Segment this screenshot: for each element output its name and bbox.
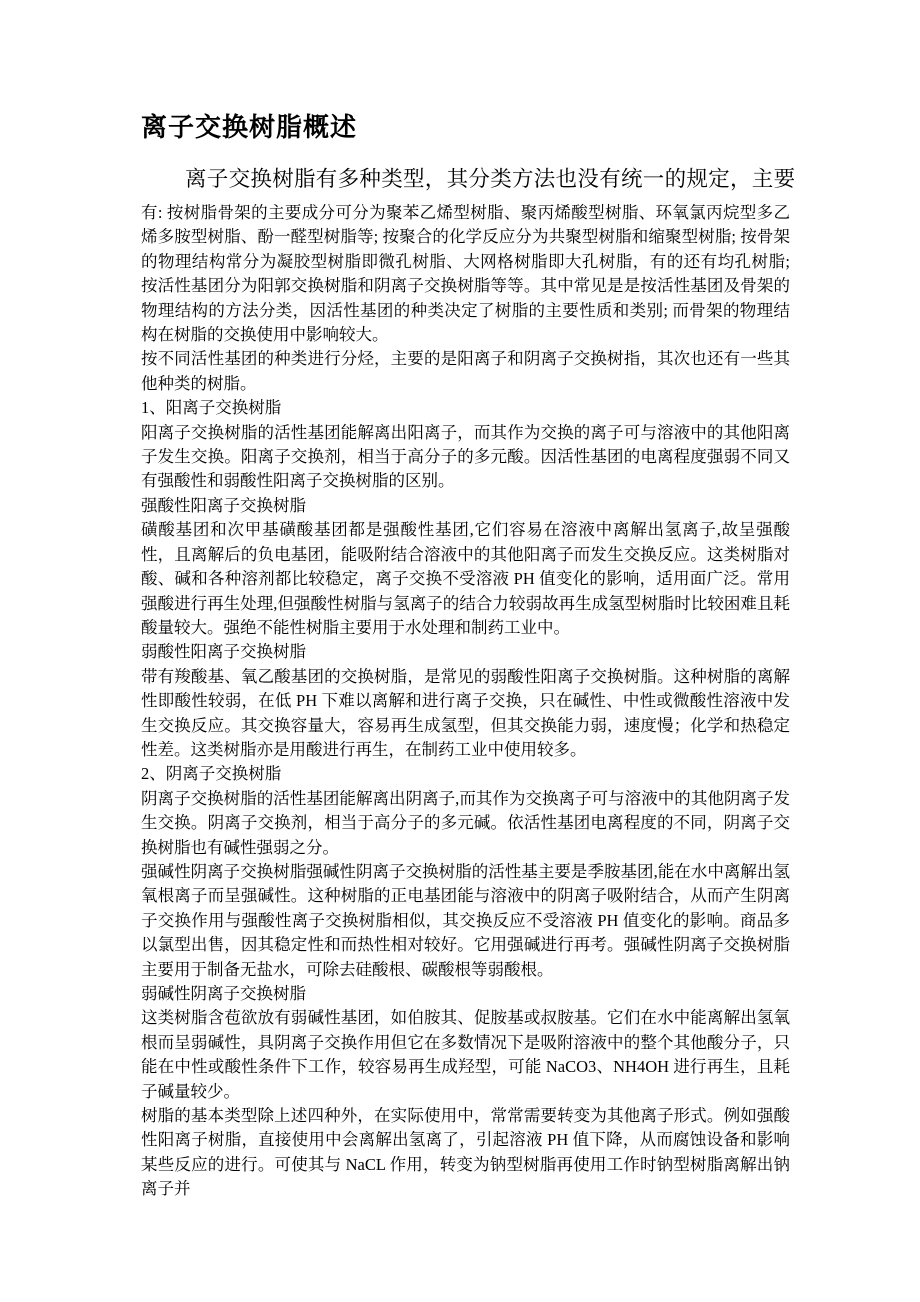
paragraph-anion-resin: 阴离子交换树脂的活性基团能解离出阴离子,而其作为交换离子可与溶液中的其他阴离子发生交换。阴离子交换剂，相当于高分子的多元碱。依活性基团电离程度的不同，阴离子交换树脂也有碱性强弱之分。 (141, 788, 790, 857)
paragraph-grouping: 按不同活性基团的种类进行分烃，主要的是阳离子和阴离子交换树指，其次也还有一些其他种类的树脂。 (141, 349, 790, 393)
paragraph-strong-base-resin: 强碱性阴离子交换树脂强碱性阴离子交换树脂的活性基主要是季胺基团,能在水中离解出氢氧根离子而呈强碱性。这种树脂的正电基团能与溶液中的阴离子吸附结合，从而产生阴离子交换作用与强酸性离子交换树脂相似，其交换反应不受溶液 PH 值变化的影响。商品多以氯型出售，因其稳定性和而热性相对较好。它用强碱进行再考。强碱性阴离子交换树脂主要用于制备无盐水，可除去硅酸根、碳酸根等弱酸根。 (141, 861, 790, 979)
paragraph-cation-resin: 阳离子交换树脂的活性基团能解离出阳离子，而其作为交换的离子可与溶液中的其他阳离子发生交换。阳离子交换剂，相当于高分子的多元酸。因活性基团的电离程度强弱不同又有强酸性和弱酸性阳离子交换树脂的区别。 (141, 422, 790, 491)
paragraph-classification: 有: 按树脂骨架的主要成分可分为聚苯乙烯型树脂、聚丙烯酸型树脂、环氧氯丙烷型多乙烯多胺型树脂、酚一醛型树脂等; 按聚合的化学反应分为共聚型树脂和缩聚型树脂; 按骨架的物理结构常分为凝胶型树脂即微孔树脂、大网格树脂即大孔树脂，有的还有均孔树脂; 按活性基团分为阳郭交换树脂和阴离子交换树脂等等。其中常见是是按活性基团及骨架的物理结构的方法分类，因活性基团的种类决定了树脂的主要性质和类别; 而骨架的物理结构在树脂的交换使用中影响较大。 (141, 203, 790, 345)
document-title: 离子交换树脂概述 (141, 113, 358, 142)
heading-weak-acid-resin: 弱酸性阳离子交换树脂 (141, 642, 306, 662)
heading-anion-resin: 2、阴离子交换树脂 (141, 764, 282, 784)
heading-cation-resin: 1、阳离子交换树脂 (141, 398, 282, 418)
lead-paragraph: 离子交换树脂有多种类型，其分类方法也没有统一的规定，主要 (185, 167, 796, 191)
paragraph-strong-acid-resin: 磺酸基团和次甲基磺酸基团都是强酸性基团,它们容易在溶液中离解出氢离子,故呈强酸性，且离解后的负电基团，能吸附结合溶液中的其他阳离子而发生交换反应。这类树脂对酸、碱和各种溶剂都比较稳定，离子交换不受溶液 PH 值变化的影响，适用面广泛。常用强酸进行再生处理,但强酸性树脂与氢离子的结合力较弱故再生成氢型树脂时比较困难且耗酸量较大。强绝不能性树脂主要用于水处理和制药工业中。 (141, 520, 790, 637)
paragraph-resin-conversion: 树脂的基本类型除上述四种外，在实际使用中，常常需要转变为其他离子形式。例如强酸性阳离子树脂，直接使用中会离解出氢离了，引起溶液 PH 值下降，从而腐蚀设备和影响某些反应的进行。可使其与 NaCL 作用，转变为钠型树脂再使用工作时钠型树脂离解出钠离子并 (141, 1106, 790, 1199)
heading-strong-acid-resin: 强酸性阳离子交换树脂 (141, 495, 306, 515)
paragraph-weak-base-resin: 这类树脂含苞欲放有弱碱性基团，如伯胺其、促胺基或叔胺基。它们在水中能离解出氢氧根而呈弱碱性，具阴离子交换作用但它在多数情况下是吸附溶液中的整个其他酸分子，只能在中性或酸性条件下工作，较容易再生成羟型，可能 NaCO3、NH4OH 进行再生，且耗子碱量较少。 (141, 1008, 790, 1101)
paragraph-weak-acid-resin: 带有羧酸基、氧乙酸基团的交换树脂，是常见的弱酸性阳离子交换树脂。这种树脂的离解性即酸性较弱，在低 PH 下难以离解和进行离子交换，只在碱性、中性或微酸性溶液中发生交换反应。其交换容量大，容易再生成氢型，但其交换能力弱，速度慢；化学和热稳定性差。这类树脂亦是用酸进行再生，在制药工业中使用较多。 (141, 666, 790, 759)
heading-weak-base-resin: 弱碱性阴离子交换树脂 (141, 984, 306, 1003)
